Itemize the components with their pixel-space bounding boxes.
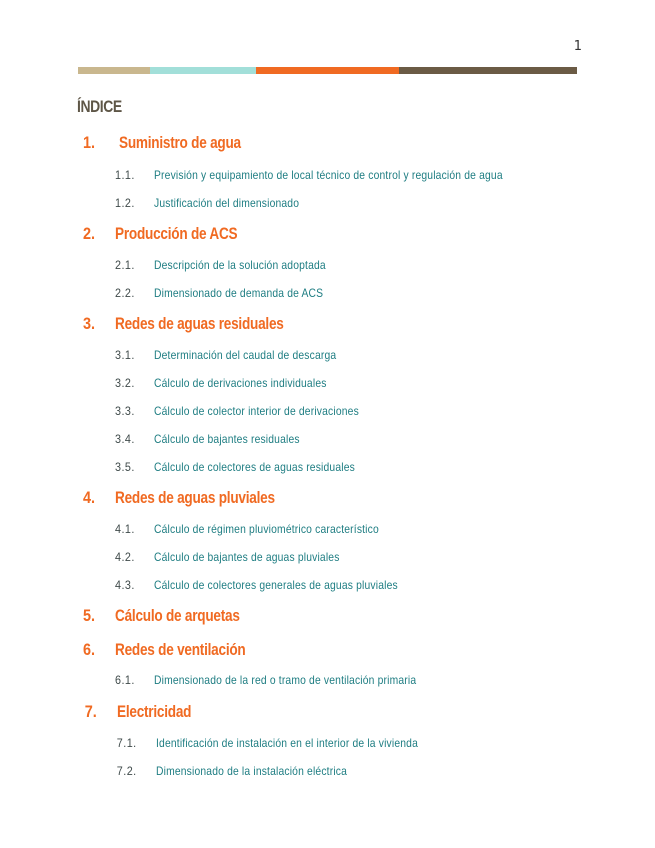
toc-section-label: Redes de ventilación <box>115 640 246 659</box>
toc-section-3[interactable] <box>83 313 326 335</box>
toc-item-label: Dimensionado de demanda de ACS <box>154 286 324 300</box>
page-number: 1 <box>573 39 582 54</box>
toc-item-label: Descripción de la solución adoptada <box>154 258 326 272</box>
toc-item-label: Cálculo de bajantes residuales <box>154 432 300 446</box>
toc-section-number: 6. <box>83 640 96 659</box>
toc-item-number: 6.1. <box>115 673 135 687</box>
color-bar-segment-tan <box>78 67 150 74</box>
toc-item-7-2[interactable] <box>115 762 378 780</box>
toc-item-number: 2.1. <box>115 258 135 272</box>
toc-section-number: 3. <box>83 314 96 333</box>
toc-item-number: 3.2. <box>115 376 135 390</box>
toc-item-3-5[interactable] <box>115 458 388 476</box>
toc-item-2-2[interactable] <box>115 284 351 302</box>
toc-item-1-1[interactable] <box>115 166 560 184</box>
toc-section-7[interactable] <box>83 701 210 723</box>
toc-item-3-2[interactable] <box>115 374 355 392</box>
toc-item-3-3[interactable] <box>115 402 392 420</box>
toc-item-label: Cálculo de colector interior de derivaciones <box>154 404 359 418</box>
toc-item-number: 1.1. <box>115 168 135 182</box>
toc-item-number: 3.1. <box>115 348 135 362</box>
toc-item-number: 4.3. <box>115 578 135 592</box>
toc-section-number: 2. <box>83 224 96 243</box>
toc-item-3-1[interactable] <box>115 346 366 364</box>
toc-item-label: Identificación de instalación en el interior de la vivienda <box>156 736 419 750</box>
toc-section-number: 5. <box>83 606 96 625</box>
toc-item-number: 1.2. <box>115 196 135 210</box>
toc-item-3-4[interactable] <box>115 430 323 448</box>
toc-section-label: Cálculo de arquetas <box>115 606 240 625</box>
toc-item-label: Determinación del caudal de descarga <box>154 348 337 362</box>
toc-section-4[interactable] <box>83 487 315 509</box>
toc-item-number: 3.4. <box>115 432 135 446</box>
toc-item-2-1[interactable] <box>115 256 354 274</box>
toc-section-number: 7. <box>84 702 97 721</box>
toc-section-label: Producción de ACS <box>115 224 238 243</box>
toc-section-label: Electricidad <box>117 702 192 721</box>
toc-item-1-2[interactable] <box>115 194 323 212</box>
toc-item-number: 3.5. <box>115 460 135 474</box>
header-color-bar <box>78 67 577 74</box>
toc-item-label: Cálculo de derivaciones individuales <box>154 376 327 390</box>
color-bar-segment-brown <box>399 67 577 74</box>
toc-item-4-2[interactable] <box>115 548 370 566</box>
toc-item-label: Cálculo de régimen pluviométrico característico <box>154 522 379 536</box>
toc-item-6-1[interactable] <box>115 671 459 689</box>
toc-section-2[interactable] <box>83 223 268 245</box>
toc-section-label: Redes de aguas residuales <box>115 314 284 333</box>
toc-item-label: Previsión y equipamiento de local técnico de control y regulación de agua <box>154 168 503 182</box>
toc-item-label: Justificación del dimensionado <box>154 196 300 210</box>
toc-item-number: 4.1. <box>115 522 135 536</box>
toc-title: ÍNDICE <box>77 97 122 116</box>
color-bar-segment-aqua <box>150 67 256 74</box>
toc-section-number: 4. <box>83 488 96 507</box>
toc-section-label: Redes de aguas pluviales <box>115 488 275 507</box>
toc-item-4-1[interactable] <box>115 520 416 538</box>
toc-item-label: Cálculo de colectores de aguas residuales <box>154 460 355 474</box>
toc-item-label: Cálculo de colectores generales de aguas pluviales <box>154 578 398 592</box>
toc-item-number: 2.2. <box>115 286 135 300</box>
toc-section-5[interactable] <box>83 605 271 627</box>
toc-item-4-3[interactable] <box>115 576 438 594</box>
toc-section-1[interactable] <box>83 132 271 154</box>
toc-item-number: 4.2. <box>115 550 135 564</box>
toc-item-label: Dimensionado de la instalación eléctrica <box>156 764 348 778</box>
toc-item-number: 7.1. <box>116 736 137 750</box>
toc-item-label: Cálculo de bajantes de aguas pluviales <box>154 550 340 564</box>
toc-section-6[interactable] <box>83 639 278 661</box>
toc-item-number: 7.2. <box>116 764 137 778</box>
toc-item-label: Dimensionado de la red o tramo de ventilación primaria <box>154 673 417 687</box>
toc-item-7-1[interactable] <box>115 734 461 752</box>
color-bar-segment-orange <box>256 67 399 74</box>
toc-item-number: 3.3. <box>115 404 135 418</box>
toc-section-number: 1. <box>83 133 96 152</box>
toc-section-label: Suministro de agua <box>119 133 241 152</box>
